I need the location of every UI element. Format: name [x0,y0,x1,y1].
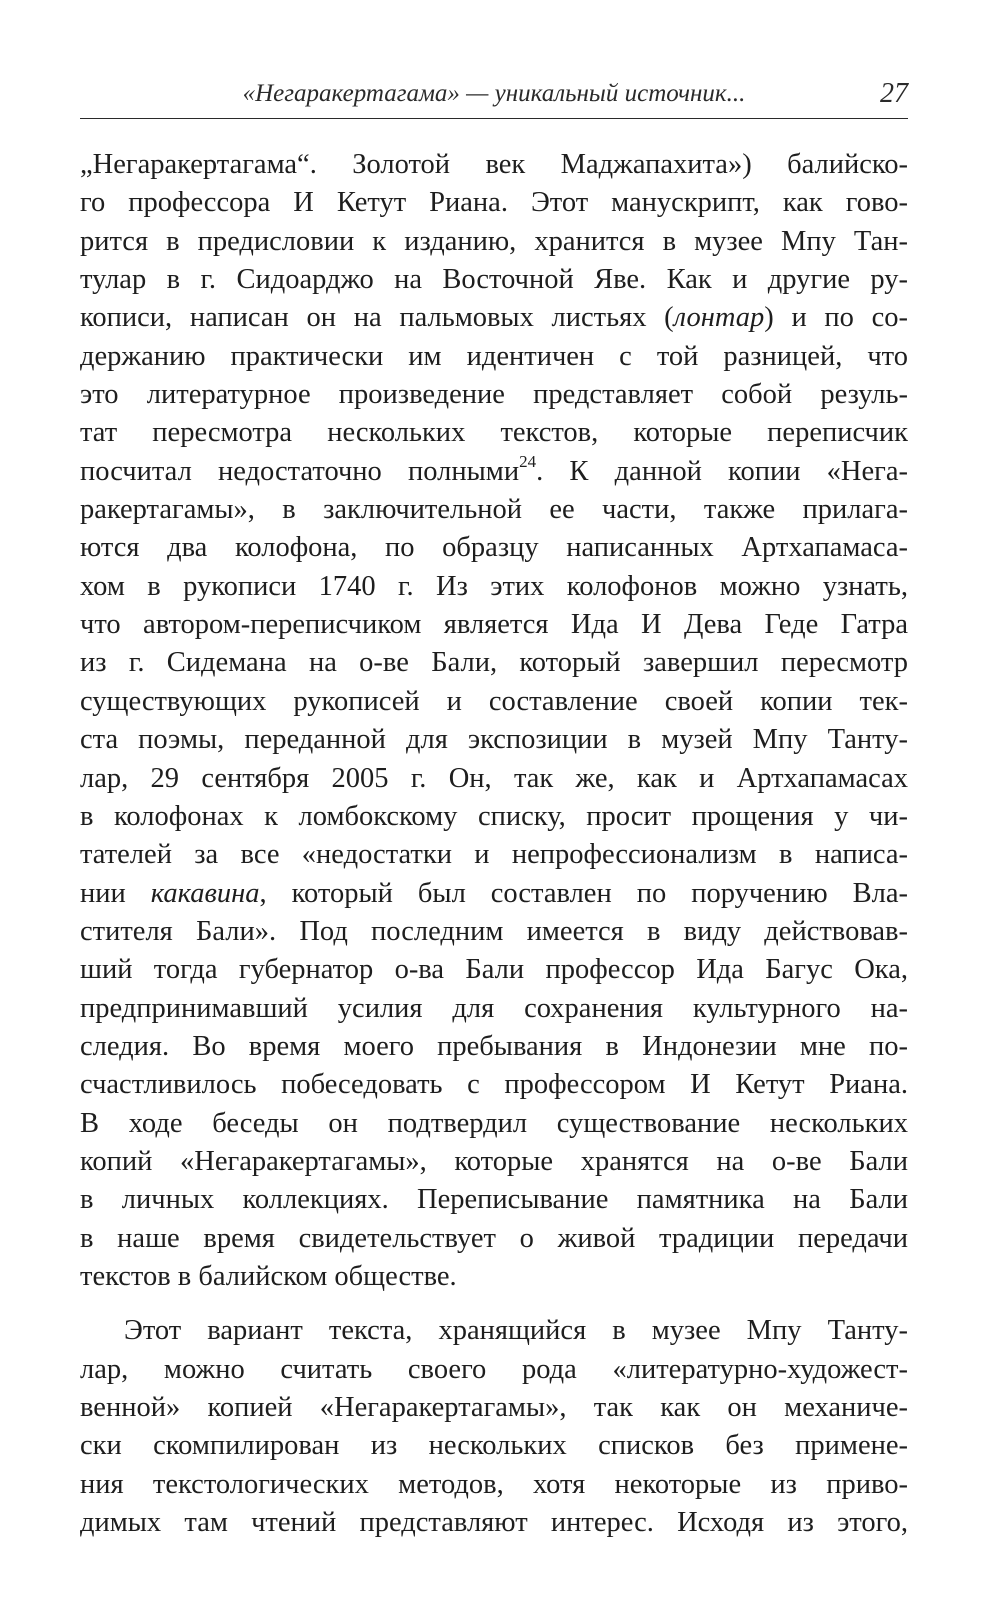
text-line: держанию практически им идентичен с той разницей, что [80,340,908,372]
running-head [80,74,908,119]
text-line: копий «Негаракертагамы», которые хранятся на о-ве Бали [80,1145,908,1177]
text-line: счастливилось побеседовать с профессором И Кетут Риана. [80,1069,908,1101]
text-line: В ходе беседы он подтвердил существование нескольких [80,1107,908,1139]
text-line: текстов в балийском обществе. [80,1260,457,1292]
text-line: ший тогда губернатор о-ва Бали профессор Ида Багус Ока, [80,954,908,986]
text-line: предпринимавший усилия для сохранения культурного на- [80,992,908,1024]
text-line: ста поэмы, переданной для экспозиции в музей Мпу Танту- [80,724,908,756]
text-line: в колофонах к ломбокскому списку, просит прощения у чи- [80,800,908,832]
text-line: димых там чтений представляют интерес. Исходя из этого, [80,1507,908,1539]
text-line: из г. Сидемана на о-ве Бали, который завершил пересмотр [80,647,908,679]
text-line: лар, 29 сентября 2005 г. Он, так же, как и Артхапамасах [80,762,908,794]
text-line: Этот вариант текста, хранящийся в музее Мпу Танту- [124,1315,908,1347]
running-title: «Негаракертагама» — уникальный источник... [242,80,746,107]
text-line: го профессора И Кетут Риана. Этот манускрипт, как гово- [80,187,908,219]
paragraph-1 [80,146,908,1296]
text-line: тателей за все «недостатки и непрофессионализм в написа- [80,839,908,871]
text-line: ния текстологических методов, хотя некоторые из приво- [80,1468,908,1500]
page-number: 27 [880,78,908,109]
text-line: стителя Бали». Под последним имеется в виду действовав- [80,915,908,947]
paragraph-gap [80,1296,908,1312]
text-line: „Негаракертагама“. Золотой век Маджапахита») балийско- [80,149,908,180]
text-line: что автором-переписчиком является Ида И Дева Геде Гатра [80,609,908,641]
text-line: в наше время свидетельствует о живой традиции передачи [80,1222,908,1254]
text-line: ски скомпилирован из нескольких списков без примене- [80,1430,908,1462]
text-run: нии [80,877,151,909]
text-line: ются два колофона, по образцу написанных Артхапамаса- [80,532,908,564]
text-run: . К данной копии «Нега- [536,455,908,487]
text-line: венной» копией «Негаракертагамы», так как он механиче- [80,1392,908,1423]
text-run: кописи, написан он на пальмовых листьях ( [80,302,674,334]
text-run: , который был составлен по поручению Вла- [259,877,908,909]
text-line: рится в предисловии к изданию, хранится в музее Мпу Тан- [80,225,908,257]
italic-term: какавина [150,877,260,909]
paragraph-2 [80,1312,908,1542]
text-line: хом в рукописи 1740 г. Из этих колофонов можно узнать, [80,570,908,602]
text-line: ракертагамы», в заключительной ее части, также прилага- [80,494,908,526]
text-line: это литературное произведение представляет собой резуль- [80,379,908,411]
text-run: ) и по со- [764,302,909,334]
text-run: посчитал недостаточно полными [80,455,520,487]
text-line: лар, можно считать своего рода «литературно-художест- [80,1353,908,1385]
text-line: следия. Во время моего пребывания в Индонезии мне по- [80,1030,908,1062]
text-line [80,875,908,913]
text-line: тат пересмотра нескольких текстов, которые переписчик [80,417,908,449]
text-line: существующих рукописей и составление своей копии тек- [80,685,908,717]
footnote-ref[interactable]: 24 [519,452,537,472]
body-text [80,146,908,1542]
text-line [80,453,908,491]
text-line: тулар в г. Сидоарджо на Восточной Яве. Как и другие ру- [80,264,908,296]
text-line [80,299,908,337]
text-line: в личных коллекциях. Переписывание памятника на Бали [80,1184,908,1216]
italic-term: лонтар [673,302,765,334]
